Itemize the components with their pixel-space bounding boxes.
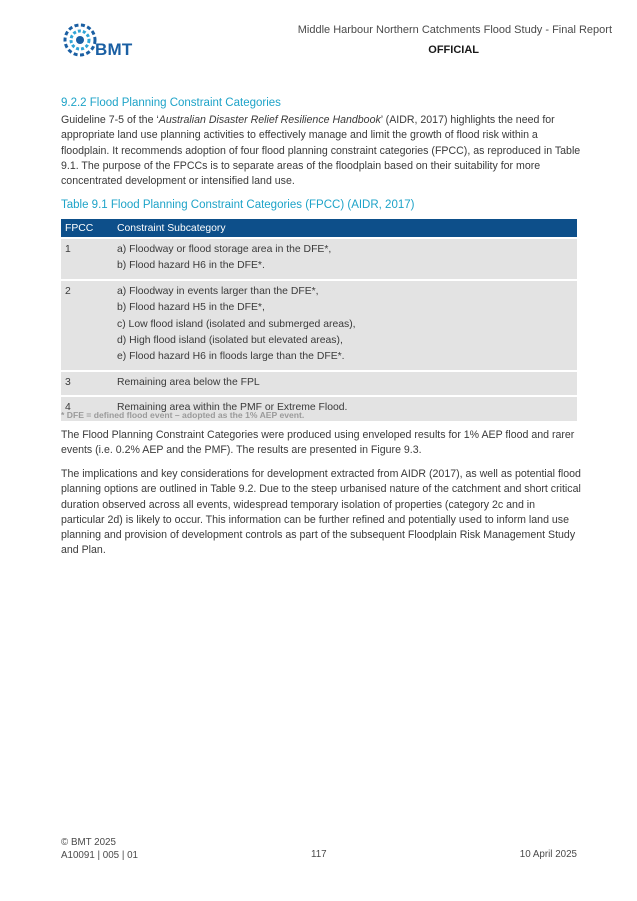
fpcc-table	[61, 219, 577, 421]
table-footnote: * DFE = defined flood event – adopted as the 1% AEP event.	[61, 410, 305, 420]
subcategory-line: a) Floodway in events larger than the DFE*,	[117, 285, 319, 297]
subcategory-line: b) Flood hazard H6 in the DFE*.	[117, 260, 265, 272]
fpcc-cell: 2	[65, 285, 71, 297]
logo-text: BMT	[95, 40, 133, 59]
implications-paragraph: The implications and key considerations for development extracted from AIDR (2017), as well as potential flood planning options are outlined in Table 9.2. Due to the steep urbanised nature of the catchment and short critical duration observed across all events, widespread temporary isolation of properties (category 2c and in particular 2d) is likely to occur. This information can be further refined and potentially used to inform land use planning and provision of development controls as part of the subsequent Floodplain Risk Management Study and Plan.	[61, 468, 581, 557]
table-row	[61, 281, 577, 370]
handbook-title: Australian Disaster Relief Resilience Handbook	[158, 114, 381, 126]
subcategory-cell	[117, 242, 577, 275]
footer-left	[61, 836, 138, 862]
subcategory-line: c) Low flood island (isolated and submerged areas),	[117, 318, 356, 330]
classification-label: OFFICIAL	[428, 44, 479, 56]
subcategory-line: Remaining area below the FPL	[117, 376, 260, 388]
subcategory-cell	[117, 284, 577, 366]
subcategory-line: a) Floodway or flood storage area in the DFE*,	[117, 244, 332, 255]
subcategory-line: Remaining area within the PMF or Extreme Flood.	[117, 402, 348, 414]
copyright: © BMT 2025	[61, 837, 116, 848]
subcategory-line: d) High flood island (isolated but elevated areas),	[117, 335, 343, 347]
intro-text-end: ’ (AIDR, 2017) highlights the need for appropriate land use planning activities to effectively manage and limit the growth of flood risk within a floodplain. It recommends adoption of four flood planning constraint categories (FPCC), as reproduced in Table 9.1. The purpose of the FPCCs is to separate areas of the floodplain based on their suitability for more concentrated development or intensified land use.	[61, 114, 581, 188]
subcategory-cell	[117, 375, 577, 391]
section-heading: 9.2.2 Flood Planning Constraint Categories	[61, 97, 281, 109]
document-title: Middle Harbour Northern Catchments Flood Study - Final Report	[297, 24, 612, 36]
table-caption: Table 9.1 Flood Planning Constraint Categories (FPCC) (AIDR, 2017)	[61, 199, 415, 211]
page-number: 117	[311, 849, 327, 860]
fpcc-cell: 1	[65, 244, 71, 255]
fpcc-cell: 4	[65, 402, 71, 414]
table-row	[61, 239, 577, 279]
table-row	[61, 372, 577, 395]
header-fpcc: FPCC	[65, 222, 94, 234]
subcategory-line: b) Flood hazard H5 in the DFE*,	[117, 302, 265, 314]
document-reference: A10091 | 005 | 01	[61, 850, 138, 861]
intro-text-start: Guideline 7-5 of the ‘	[61, 114, 159, 126]
table-header-row	[61, 219, 577, 237]
intro-paragraph	[61, 113, 581, 189]
footer-date: 10 April 2025	[519, 849, 577, 860]
results-paragraph: The Flood Planning Constraint Categories were produced using enveloped results for 1% AEP flood and rarer events (i.e. 0.2% AEP and the PMF). The results are presented in Figure 9.3.	[61, 429, 575, 457]
subcategory-line: e) Flood hazard H6 in floods large than the DFE*.	[117, 351, 345, 363]
fpcc-cell: 3	[65, 376, 71, 388]
header-constraint-subcategory: Constraint Subcategory	[117, 222, 226, 234]
